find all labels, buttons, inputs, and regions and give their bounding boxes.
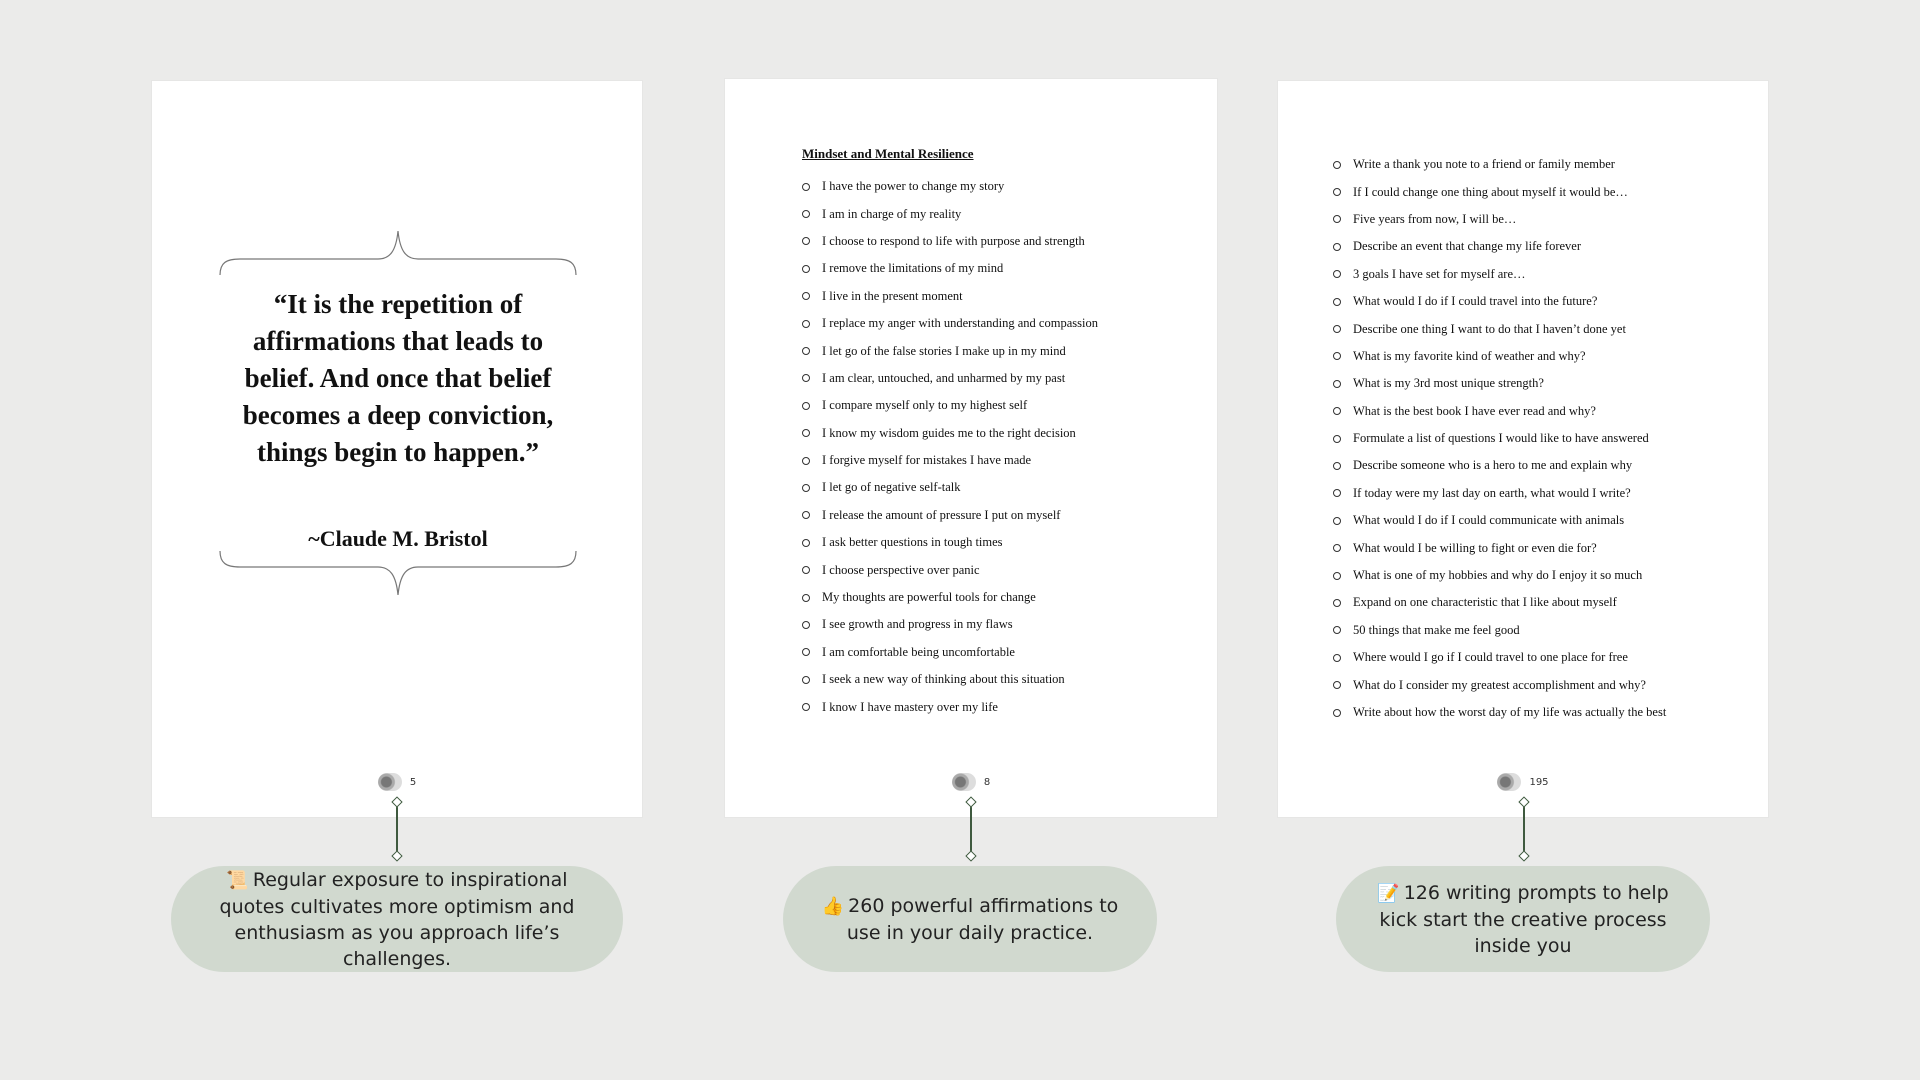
bullet-icon (802, 566, 810, 574)
list-item (1333, 507, 1666, 534)
list-item (1333, 206, 1666, 233)
list-item-text: 3 goals I have set for myself are… (1353, 266, 1526, 281)
callout-text: 260 powerful affirmations to use in your daily practice. (846, 894, 1119, 944)
bullet-icon (1333, 407, 1341, 415)
bullet-icon (1333, 544, 1341, 552)
list-item (802, 611, 1098, 638)
connector-dot (965, 850, 976, 861)
list-item (802, 283, 1098, 310)
list-item (1333, 562, 1666, 589)
bullet-icon (1333, 435, 1341, 443)
list-item-text: What would I be willing to fight or even die for? (1353, 540, 1597, 555)
page-number: 5 (409, 776, 417, 788)
list-item (1333, 699, 1666, 726)
list-item-text: I let go of negative self-talk (822, 480, 961, 495)
bullet-icon (802, 539, 810, 547)
bullet-icon (1333, 654, 1341, 662)
list-item (802, 200, 1098, 227)
list-item (1333, 261, 1666, 288)
top-brace-ornament (218, 229, 578, 277)
bullet-icon (802, 594, 810, 602)
list-item-text: What is one of my hobbies and why do I enjoy it so much (1353, 568, 1643, 583)
bullet-icon (1333, 517, 1341, 525)
bullet-icon (802, 484, 810, 492)
list-item-text: Describe one thing I want to do that I haven’t done yet (1353, 321, 1626, 336)
list-item-text: I compare myself only to my highest self (822, 398, 1028, 413)
list-item-text: Where would I go if I could travel to one place for free (1353, 650, 1628, 665)
list-item-text: What is my favorite kind of weather and why? (1353, 348, 1586, 363)
writing-prompts-page (1278, 81, 1768, 817)
list-item (1333, 671, 1666, 698)
list-item-text: I know my wisdom guides me to the right decision (822, 425, 1076, 440)
list-item (802, 228, 1098, 255)
bullet-icon (802, 402, 810, 410)
page-footer (1278, 773, 1768, 791)
memo-icon: 📝 (1377, 882, 1400, 904)
callout-affirmations (783, 866, 1157, 972)
list-item-text: Write a thank you note to a friend or family member (1353, 157, 1615, 172)
list-item (1333, 370, 1666, 397)
bottom-brace-ornament (218, 549, 578, 597)
list-item (1333, 480, 1666, 507)
list-item-text: I am in charge of my reality (822, 206, 962, 221)
list-item-text: What would I do if I could communicate with animals (1353, 513, 1625, 528)
bullet-icon (802, 676, 810, 684)
list-item (802, 529, 1098, 556)
list-item-text: I know I have mastery over my life (822, 699, 998, 714)
list-item (1333, 452, 1666, 479)
affirmations-list (802, 173, 1098, 721)
list-item-text: I let go of the false stories I make up in my mind (822, 343, 1066, 358)
bullet-icon (802, 237, 810, 245)
quote-text: “It is the repetition of affirmations that leads to belief. And once that belief becomes a deep conviction, things begin to happen.” (242, 289, 554, 467)
list-item (802, 474, 1098, 501)
list-item (1333, 589, 1666, 616)
section-title: Mindset and Mental Resilience (802, 146, 974, 161)
bullet-icon (1333, 298, 1341, 306)
list-item-text: What is the best book I have ever read and why? (1353, 403, 1596, 418)
bullet-icon (1333, 270, 1341, 278)
bullet-icon (802, 703, 810, 711)
page-footer (152, 773, 642, 791)
list-item-text: Describe an event that change my life forever (1353, 239, 1582, 254)
list-item (802, 666, 1098, 693)
bullet-icon (802, 347, 810, 355)
bullet-icon (1333, 215, 1341, 223)
bullet-icon (802, 511, 810, 519)
quote-author: ~Claude M. Bristol (308, 526, 488, 551)
list-item-text: My thoughts are powerful tools for change (822, 590, 1036, 605)
list-item-text: I choose to respond to life with purpose and strength (822, 233, 1085, 248)
callout-quotes (171, 866, 623, 972)
list-item-text: Five years from now, I will be… (1353, 211, 1517, 226)
bullet-icon (1333, 325, 1341, 333)
list-item-text: I release the amount of pressure I put on myself (822, 507, 1061, 522)
bullet-icon (1333, 352, 1341, 360)
writing-prompts-list (1333, 151, 1666, 726)
list-item (802, 556, 1098, 583)
list-item-text: What do I consider my greatest accomplishment and why? (1353, 677, 1646, 692)
list-item-text: I ask better questions in tough times (822, 535, 1003, 550)
bullet-icon (802, 320, 810, 328)
affirmations-page (725, 79, 1217, 817)
list-item (1333, 398, 1666, 425)
list-item (802, 639, 1098, 666)
page-footer (725, 773, 1217, 791)
list-item-text: Write about how the worst day of my life was actually the best (1353, 705, 1667, 719)
bullet-icon (802, 457, 810, 465)
page-number: 8 (983, 776, 991, 788)
list-item-text: I remove the limitations of my mind (822, 261, 1004, 276)
list-item (802, 502, 1098, 529)
bullet-icon (802, 265, 810, 273)
list-item-text: Expand on one characteristic that I like about myself (1353, 595, 1617, 610)
list-item (1333, 534, 1666, 561)
list-item (1333, 343, 1666, 370)
list-item (1333, 644, 1666, 671)
list-item (802, 392, 1098, 419)
callout-text: Regular exposure to inspirational quotes cultivates more optimism and enthusiasm as you approach life’s challenges. (219, 868, 575, 970)
list-item-text: 50 things that make me feel good (1353, 622, 1520, 637)
list-item (802, 310, 1098, 337)
list-item-text: What is my 3rd most unique strength? (1353, 376, 1544, 391)
callout-prompts (1336, 866, 1710, 972)
list-item-text: I am comfortable being uncomfortable (822, 644, 1015, 659)
list-item-text: I seek a new way of thinking about this situation (822, 672, 1065, 687)
list-item (802, 693, 1098, 720)
brand-logo-icon (952, 773, 976, 791)
bullet-icon (802, 429, 810, 437)
list-item-text: I am clear, untouched, and unharmed by my past (822, 370, 1066, 385)
bullet-icon (802, 183, 810, 191)
list-item (802, 255, 1098, 282)
brand-logo-icon (378, 773, 402, 791)
bullet-icon (802, 648, 810, 656)
list-item (1333, 315, 1666, 342)
quote-page (152, 81, 642, 817)
list-item-text: What would I do if I could travel into the future? (1353, 294, 1598, 309)
bullet-icon (1333, 188, 1341, 196)
list-item-text: I have the power to change my story (822, 179, 1005, 194)
list-item (802, 173, 1098, 200)
list-item-text: I live in the present moment (822, 288, 963, 303)
list-item (1333, 233, 1666, 260)
bullet-icon (802, 621, 810, 629)
list-item-text: Describe someone who is a hero to me and explain why (1353, 458, 1633, 473)
thumbs-up-icon: 👍 (821, 895, 845, 917)
list-item-text: If today were my last day on earth, what would I write? (1353, 485, 1631, 500)
bullet-icon (802, 374, 810, 382)
list-item (1333, 151, 1666, 178)
bullet-icon (1333, 243, 1341, 251)
list-item-text: I see growth and progress in my flaws (822, 617, 1013, 632)
bullet-icon (1333, 709, 1341, 717)
bullet-icon (1333, 489, 1341, 497)
connector-dot (1518, 850, 1529, 861)
bullet-icon (1333, 572, 1341, 580)
bullet-icon (1333, 462, 1341, 470)
list-item-text: I choose perspective over panic (822, 562, 980, 577)
list-item (802, 584, 1098, 611)
callout-text: 126 writing prompts to help kick start the creative process inside you (1379, 881, 1669, 957)
list-item (1333, 178, 1666, 205)
list-item (802, 365, 1098, 392)
list-item (1333, 425, 1666, 452)
brand-logo-icon (1497, 773, 1521, 791)
list-item (1333, 288, 1666, 315)
list-item-text: If I could change one thing about myself it would be… (1353, 184, 1628, 199)
bullet-icon (802, 210, 810, 218)
list-item (802, 420, 1098, 447)
bullet-icon (1333, 380, 1341, 388)
list-item (802, 337, 1098, 364)
list-item-text: I forgive myself for mistakes I have made (822, 453, 1032, 468)
list-item (802, 447, 1098, 474)
scroll-icon: 📜 (226, 869, 249, 891)
bullet-icon (1333, 161, 1341, 169)
list-item-text: I replace my anger with understanding and compassion (822, 316, 1098, 331)
list-item-text: Formulate a list of questions I would like to have answered (1353, 431, 1649, 446)
bullet-icon (1333, 626, 1341, 634)
page-number: 195 (1529, 776, 1549, 788)
list-item (1333, 617, 1666, 644)
connector-dot (391, 850, 402, 861)
bullet-icon (1333, 599, 1341, 607)
bullet-icon (802, 292, 810, 300)
bullet-icon (1333, 681, 1341, 689)
